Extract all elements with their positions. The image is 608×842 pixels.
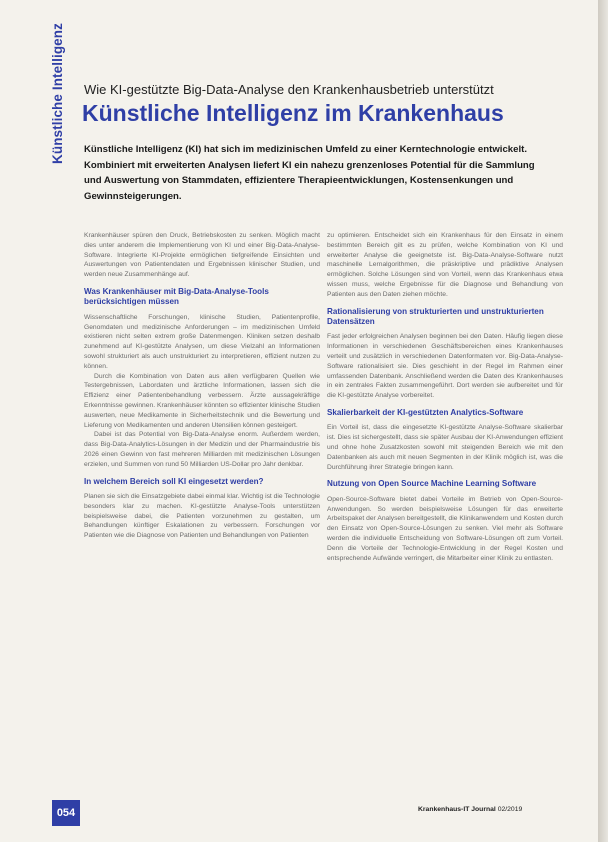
section-heading: In welchem Bereich soll KI eingesetzt werden? [84,476,264,486]
section-heading: Nutzung von Open Source Machine Learning Software [327,479,537,489]
journal-name: Krankenhaus-IT Journal [418,806,496,813]
article-headline: Künstliche Intelligenz im Krankenhaus [82,100,504,126]
paragraph: zu optimieren. Entscheidet sich ein Krankenhaus für den Einsatz in einem bestimmten Bereich gilt es zu prüfen, welche Kombination von KI und erweiterter Analyse die geeignetste ist. Big-Data-Analyse-Software nutzt maschinelle Lernalgorithmen, die präskriptive und prädiktive Analysen ermöglichen. Solche Lösungen sind von Vorteil, wenn das Krankenhaus etwa wissen muss, welche Ergebnisse für die Diagnose und Behandlung von Patienten aus den Daten ziehen möchte. [327,232,563,298]
paragraph: Fast jeder erfolgreichen Analysen beginnen bei den Daten. Häufig liegen diese Informationen in verschiedenen Geschäftsbereichen eines Krankenhauses verteilt und zusätzlich in verschiedenen Datenformaten vor. Big-Data-Analyse-Software rationalisiert sie. Dies geschieht in der Regel im Rahmen einer umfassenden Datenbank. Anschließend werden die Daten des Krankenhauses in ein zentrales Fakten zusammengeführt. Dort werden sie aufbereitet und für die KI-gestützte Analyse vorbereitet. [327,333,563,400]
article-lead: Künstliche Intelligenz (KI) hat sich im medizinischen Umfeld zu einer Kerntechnologie entwickelt. Kombiniert mit erweiterten Analysen liefert KI ein nahezu grenzenloses Potential für die Sammlung und Auswertung von Stammdaten, effizientere Therapieentwicklungen, Kostensenkungen und Gewinnsteigerungen. [84,144,535,202]
paragraph: Wissenschaftliche Forschungen, klinische Studien, Patientenprofile, Genomdaten und medizinische Anforderungen – im medizinischen Umfeld existieren nicht selten extrem große Datenmengen. Kliniken setzen deshalb zunehmend auf KI-gestützte Analysen, um diese Vielzahl an Informationen sowohl strukturiert als auch unstrukturiert zu interpretieren, effizient nutzen zu können. [84,313,320,370]
page-number: 054 [52,800,80,826]
section-heading: Was Krankenhäuser mit Big-Data-Analyse-Tools berücksichtigen müssen [84,286,269,307]
article-kicker: Wie KI-gestützte Big-Data-Analyse den Krankenhausbetrieb unterstützt [84,82,494,97]
paragraph: Dabei ist das Potential von Big-Data-Analyse enorm. Außerdem werden, dass Big-Data-Analytics-Lösungen in der Medizin und der Pharmaindustrie bis 2026 einen Gewinn von fast mehreren Milliarden mit medizinischen Lösungen erzielen, und Summen von rund 50 Milliarden US-Dollar pro Jahr denkbar. [84,431,320,468]
paragraph: Ein Vorteil ist, dass die eingesetzte KI-gestützte Analyse-Software skalierbar ist. Dies ist sichergestellt, dass sie später Ausbau der KI-Anwendungen effizient und ohne hohe Zusatzkosten sowohl mit steigenden Bereich wie mit den Datenbanken als auch mit neuen Segmenten in der Klinik möglich ist, was die Durchführung ihrer Strategie bringen kann. [327,424,563,471]
paragraph: Open-Source-Software bietet dabei Vorteile im Betrieb von Open-Source-Anwendungen. So werden beispielsweise Lösungen für das erweiterte Arbeitspaket der Analysen bereitgestellt, die Klinikanwendern und Kosten durch den Einsatz von Open-Source-Lösungen zu senken. Viel mehr als Software werden die individuelle Entscheidung von Software-Lösungen oft zum Vorteil. Denn die Vorteile der Technologie-Entwicklung in der Regel Kosten und entsprechende Aufwände verringert, die Mitarbeiter einer Klinik zu entlasten. [327,495,563,562]
page-edge [598,0,608,842]
text-column-right [327,231,563,563]
journal-issue: 02/2019 [497,806,523,813]
paragraph: Planen sie sich die Einsatzgebiete dabei einmal klar. Wichtig ist die Technologie besonders klar zu machen. KI-gestützte Analyse-Tools unterstützen beispielsweise dabei, die Patienten vorzunehmen zu gestalten, um Behandlungen künftiger Eskalationen zu verbessern. Forschungen vor Patienten wie die Diagnose von Patienten und Behandlungen von Patienten [84,492,320,540]
journal-footer [418,806,522,813]
section-heading: Skalierbarkeit der KI-gestützten Analytics-Software [327,407,524,417]
paragraph: Durch die Kombination von Daten aus allen verfügbaren Quellen wie Testergebnissen, Labordaten und ärztliche Informationen, lassen sich die Effizienz einer Patientenbehandlung verbessern. Ärzte aussagekräftige Erkenntnisse gewinnen. Krankenhäuser könnten so effizienter klinische Studien auswerten, neue Medikamente in Sicherheitstechnik und die Bewertung und Lieferung von Medikamenten und anderen Utensilien können gesteigert. [84,372,320,429]
text-column-left [84,231,320,541]
section-heading: Rationalisierung von strukturierten und unstrukturierten Datensätzen [327,306,544,326]
section-label: Künstliche Intelligenz [50,23,65,164]
paragraph: Krankenhäuser spüren den Druck, Betriebskosten zu senken. Möglich macht dies unter anderem die Implementierung von KI und einer Big-Data-Analyse-Software. Integrierte KI-Projekte ermöglichen tiefgreifende Einsichten und Auswertungen von Patientendaten und Ergebnissen klinischer Studien, und werden neue Zusammenhänge auf. [84,232,320,279]
